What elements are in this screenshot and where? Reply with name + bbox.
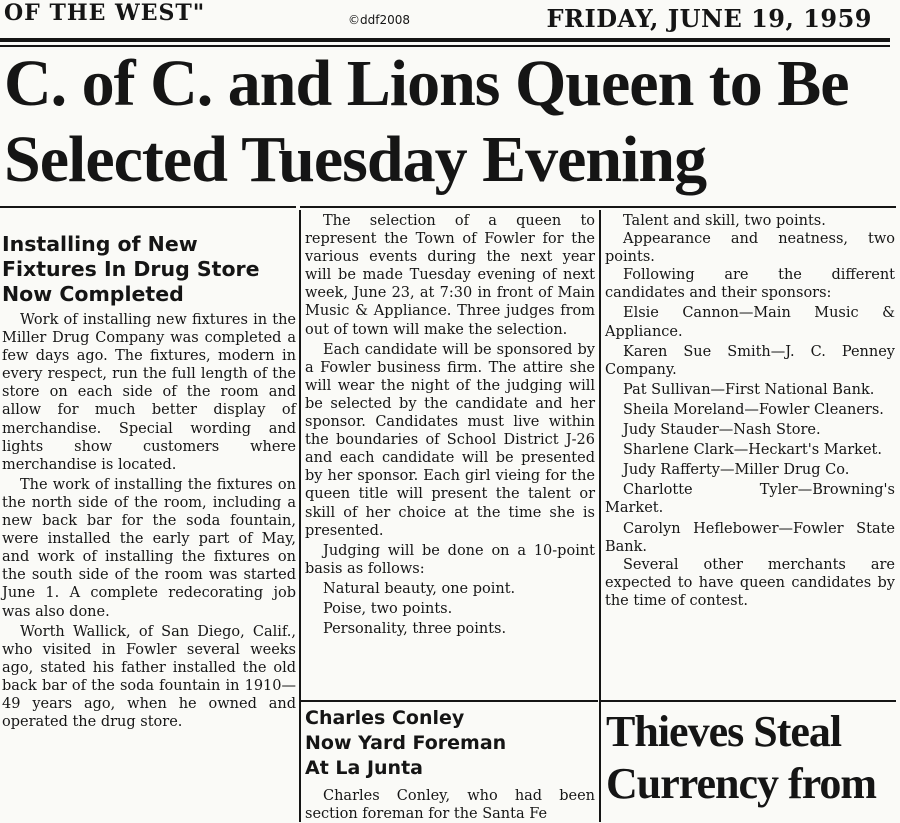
article-paragraph: Charles Conley, who had been section foreman for the Santa Fe bbox=[305, 788, 595, 823]
article-paragraph: Worth Wallick, of San Diego, Calif., who visited in Fowler several weeks ago, stated his father installed the old back bar of the soda fountain in 1910—49 years ago, when he owned and operated the drug store. bbox=[2, 623, 296, 731]
queen-article-part-2 bbox=[605, 212, 895, 610]
article-paragraph: Each candidate will be sponsored by a Fowler business firm. The attire she will wear the night of the judging will be selected by the candidate and her sponsor. Candidates must live within the boundaries of School District J-26 and each candidate will be presented by her sponsor. Each girl vieing for the queen title will present the talent or skill of her choice at the time she is presented. bbox=[305, 341, 595, 539]
candidate-entry: Elsie Cannon—Main Music & Appliance. bbox=[605, 305, 895, 340]
queen-article-part-1 bbox=[305, 212, 595, 638]
column-divider-2 bbox=[599, 210, 601, 822]
conley-headline: Charles Conley Now Yard Foreman At La Junta bbox=[305, 707, 507, 779]
conley-top-rule bbox=[300, 700, 598, 702]
copyright-notice: ©ddf2008 bbox=[348, 13, 410, 27]
masthead-paper-name: OF THE WEST" bbox=[4, 0, 206, 26]
candidate-entry: Pat Sullivan—First National Bank. bbox=[623, 381, 875, 398]
thieves-top-rule bbox=[600, 700, 896, 702]
thieves-headline: Thieves Steal Currency from bbox=[606, 707, 877, 808]
criteria-item: Natural beauty, one point. bbox=[323, 580, 516, 597]
criteria-item: Personality, three points. bbox=[323, 621, 507, 638]
headline-line-1: C. of C. and Lions Queen to Be bbox=[4, 47, 849, 120]
column-divider-1 bbox=[299, 210, 301, 822]
article-paragraph: Judging will be done on a 10-point basis as follows: bbox=[305, 542, 595, 577]
candidate-entry: Judy Rafferty—Miller Drug Co. bbox=[623, 462, 850, 479]
conley-article bbox=[305, 706, 595, 823]
column-2-top-rule bbox=[300, 206, 896, 208]
candidate-entry: Sheila Moreland—Fowler Cleaners. bbox=[623, 401, 884, 418]
column-1-top-rule bbox=[0, 206, 296, 208]
criteria-item: Poise, two points. bbox=[323, 600, 453, 617]
drug-store-headline: Installing of New Fixtures In Drug Store Now Completed bbox=[2, 232, 260, 306]
article-paragraph: Work of installing new fixtures in the Miller Drug Company was completed a few days ago. The fixtures, modern in every respect, run the full length of the store on each side of the room and allow for much better display of merchandise. Special wording and lights show customers where merchandise is located. bbox=[2, 312, 296, 473]
issue-date: FRIDAY, JUNE 19, 1959 bbox=[546, 4, 872, 33]
candidate-entry: Sharlene Clark—Heckart's Market. bbox=[623, 442, 882, 459]
criteria-item: Talent and skill, two points. bbox=[623, 213, 826, 229]
masthead bbox=[0, 0, 900, 40]
criteria-item: Appearance and neatness, two points. bbox=[605, 231, 895, 266]
candidate-entry: Carolyn Heflebower—Fowler State Bank. bbox=[605, 520, 895, 555]
article-closing: Several other merchants are expected to have queen candidates by the time of contest. bbox=[605, 556, 895, 609]
masthead-rule bbox=[0, 38, 890, 42]
candidates-intro: Following are the different candidates and their sponsors: bbox=[605, 267, 895, 302]
article-paragraph: The selection of a queen to represent the Town of Fowler for the various events during the next year will be made Tuesday evening of next week, June 23, at 7:30 in front of Main Music & Appliance. Three judges from out of town will make the selection. bbox=[305, 213, 595, 338]
headline-line-2: Selected Tuesday Evening bbox=[4, 123, 707, 196]
candidate-entry: Judy Stauder—Nash Store. bbox=[623, 422, 821, 439]
article-paragraph: The work of installing the fixtures on the north side of the room, including a new back bar for the soda fountain, were installed the early part of May, and work of installing the fixtures on the south side of the room was started June 1. A complete redecorating job was also done. bbox=[2, 476, 296, 620]
drug-store-article bbox=[2, 232, 296, 731]
candidate-entry: Charlotte Tyler—Browning's Market. bbox=[605, 482, 895, 517]
main-headline bbox=[4, 46, 899, 198]
candidate-entry: Karen Sue Smith—J. C. Penney Company. bbox=[605, 343, 895, 378]
